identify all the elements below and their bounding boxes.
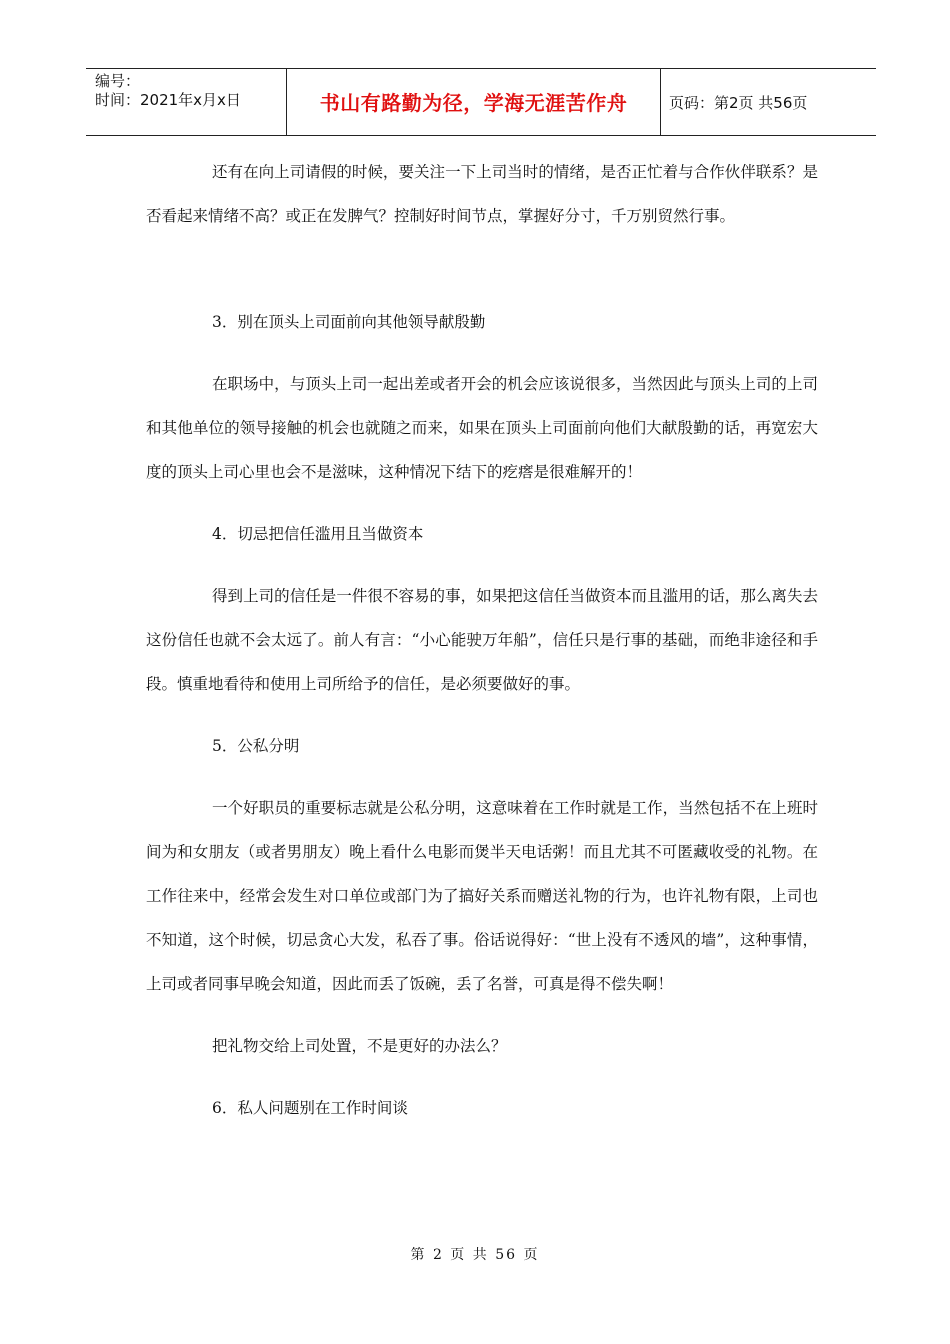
document-body bbox=[146, 150, 818, 1130]
paragraph: 把礼物交给上司处置，不是更好的办法么？ bbox=[212, 1037, 507, 1055]
header-page-label: 页码：第2页 共56页 bbox=[669, 94, 808, 112]
paragraph: 在职场中，与顶头上司一起出差或者开会的机会应该说很多，当然因此与顶头上司的上司和其他单位的领导接触的机会也就随之而来，如果在顶头上司面前向他们大献殷勤的话，再宽宏大度的顶头上司心里也会不是滋味，这种情况下结下的疙瘩是很难解开的！ bbox=[146, 375, 818, 481]
document-number-label: 编号： bbox=[95, 72, 141, 90]
paragraph: 一个好职员的重要标志就是公私分明，这意味着在工作时就是工作，当然包括不在上班时间为和女朋友（或者男朋友）晚上看什么电影而煲半天电话粥！而且尤其不可匿藏收受的礼物。在工作往来中，经常会发生对口单位或部门为了搞好关系而赠送礼物的行为，也许礼物有限，上司也不知道，这个时候，切忌贪心大发，私吞了事。俗话说得好：“世上没有不透风的墙”，这种事情，上司或者同事早晚会知道，因此而丢了饭碗，丢了名誉，可真是得不偿失啊！ bbox=[146, 799, 818, 993]
paragraph: 还有在向上司请假的时候，要关注一下上司当时的情绪，是否正忙着与合作伙伴联系？是否看起来情绪不高？或正在发脾气？控制好时间节点，掌握好分寸，千万别贸然行事。 bbox=[146, 163, 818, 225]
section-heading: 3．别在顶头上司面前向其他领导献殷勤 bbox=[212, 313, 486, 331]
document-time-label: 时间：2021年x月x日 bbox=[95, 91, 241, 109]
section-heading: 5．公私分明 bbox=[212, 737, 300, 755]
document-header bbox=[86, 68, 876, 136]
header-motto: 书山有路勤为径，学海无涯苦作舟 bbox=[287, 69, 661, 135]
header-meta-cell bbox=[86, 69, 287, 135]
section-heading: 6．私人问题别在工作时间谈 bbox=[212, 1099, 408, 1117]
section-heading: 4．切忌把信任滥用且当做资本 bbox=[212, 525, 424, 543]
page-footer: 第 2 页 共 56 页 bbox=[410, 1247, 540, 1263]
paragraph: 得到上司的信任是一件很不容易的事，如果把这信任当做资本而且滥用的话，那么离失去这份信任也就不会太远了。前人有言：“小心能驶万年船”，信任只是行事的基础，而绝非途径和手段。慎重地看待和使用上司所给予的信任，是必须要做好的事。 bbox=[146, 587, 818, 693]
